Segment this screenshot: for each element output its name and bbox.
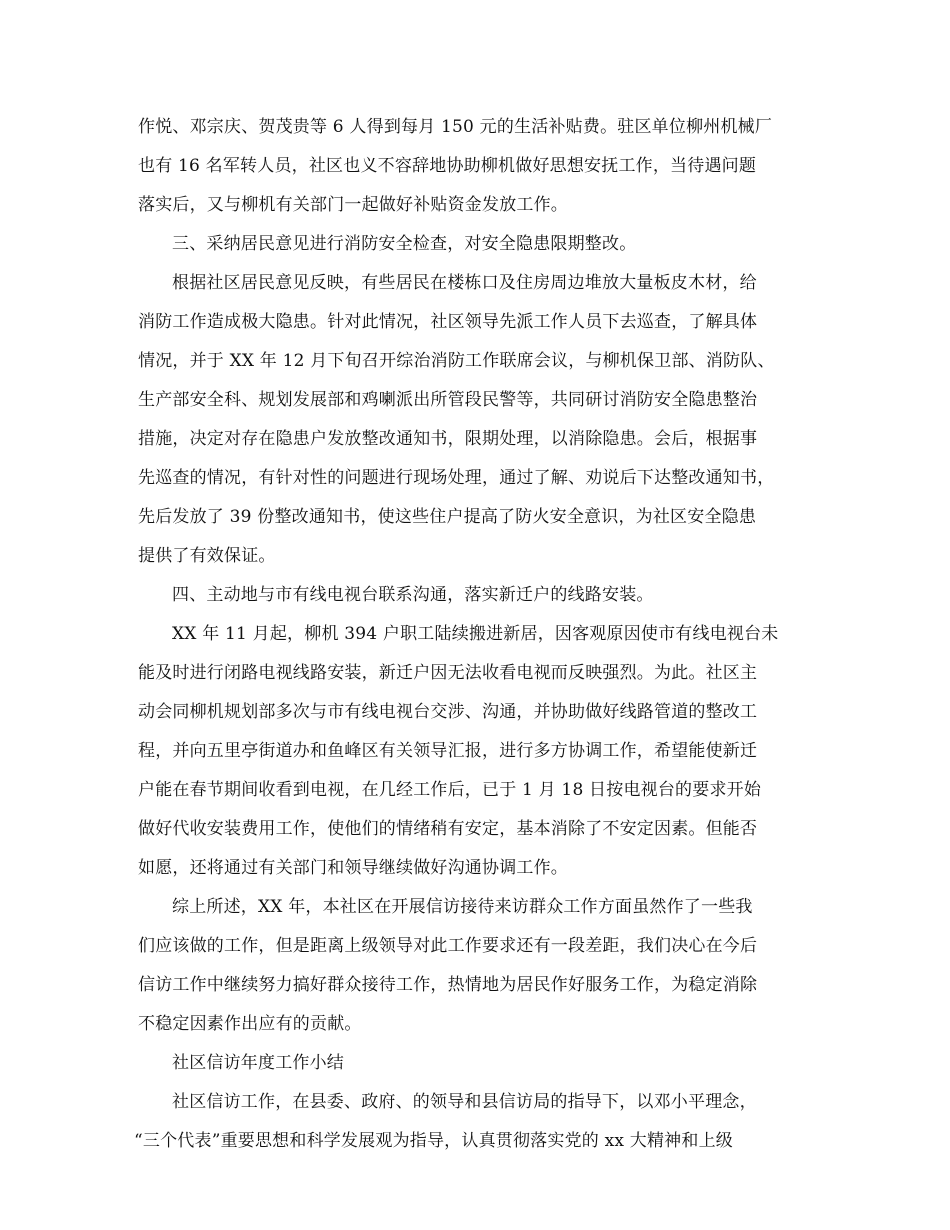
text-line-17: 程，并向五里亭街道办和鱼峰区有关领导汇报，进行多方协调工作，希望能使新迁	[138, 741, 758, 761]
text-line-21: 综上所述，XX 年，本社区在开展信访接待来访群众工作方面虽然作了一些我	[172, 897, 753, 917]
text-line-9: 措施，决定对存在隐患户发放整改通知书，限期处理，以消除隐患。会后，根据事	[138, 429, 758, 449]
text-line-10: 先巡查的情况，有针对性的问题进行现场处理，通过了解、劝说后下达整改通知书，	[138, 468, 775, 488]
text-line-14: XX 年 11 月起，柳机 394 户职工陆续搬进新居，因客观原因使市有线电视台未	[172, 624, 779, 644]
section-heading-3: 三、采纳居民意见进行消防安全检查，对安全隐患限期整改。	[172, 234, 637, 254]
text-line-7: 情况，并于 XX 年 12 月下旬召开综治消防工作联席会议，与柳机保卫部、消防队、	[138, 351, 775, 371]
text-line-3: 落实后，又与柳机有关部门一起做好补贴资金发放工作。	[138, 195, 568, 215]
text-line-26: 社区信访工作，在县委、政府、的领导和县信访局的指导下，以邓小平理念，	[172, 1092, 757, 1112]
section-heading-4: 四、主动地与市有线电视台联系沟通，落实新迁户的线路安装。	[172, 585, 654, 605]
text-line-20: 如愿，还将通过有关部门和领导继续做好沟通协调工作。	[138, 858, 568, 878]
text-line-1: 作悦、邓宗庆、贺茂贵等 6 人得到每月 150 元的生活补贴费。驻区单位柳州机械厂	[138, 117, 773, 137]
document-subtitle: 社区信访年度工作小结	[172, 1053, 344, 1073]
text-line-23: 信访工作中继续努力搞好群众接待工作，热情地为居民作好服务工作，为稳定消除	[138, 975, 758, 995]
text-line-19: 做好代收安装费用工作，使他们的情绪稍有安定，基本消除了不安定因素。但能否	[138, 819, 758, 839]
text-line-12: 提供了有效保证。	[138, 546, 276, 566]
text-line-6: 消防工作造成极大隐患。针对此情况，社区领导先派工作人员下去巡查，了解具体	[138, 312, 758, 332]
text-line-18: 户能在春节期间收看到电视，在几经工作后，已于 1 月 18 日按电视台的要求开始	[138, 780, 762, 800]
text-line-27: “三个代表”重要思想和科学发展观为指导，认真贯彻落实党的 xx 大精神和上级	[134, 1131, 733, 1151]
text-line-16: 动会同柳机规划部多次与市有线电视台交涉、沟通，并协助做好线路管道的整改工	[138, 702, 758, 722]
text-line-24: 不稳定因素作出应有的贡献。	[138, 1014, 362, 1034]
text-line-2: 也有 16 名军转人员，社区也义不容辞地协助柳机做好思想安抚工作，当待遇问题	[138, 156, 757, 176]
text-line-22: 们应该做的工作，但是距离上级领导对此工作要求还有一段差距，我们决心在今后	[138, 936, 758, 956]
text-line-15: 能及时进行闭路电视线路安装，新迁户因无法收看电视而反映强烈。为此。社区主	[138, 663, 758, 683]
text-line-11: 先后发放了 39 份整改通知书，使这些住户提高了防火安全意识，为社区安全隐患	[138, 507, 757, 527]
text-line-8: 生产部安全科、规划发展部和鸡喇派出所管段民警等，共同研讨消防安全隐患整治	[138, 390, 758, 410]
text-line-5: 根据社区居民意见反映，有些居民在楼栋口及住房周边堆放大量板皮木材，给	[172, 273, 757, 293]
